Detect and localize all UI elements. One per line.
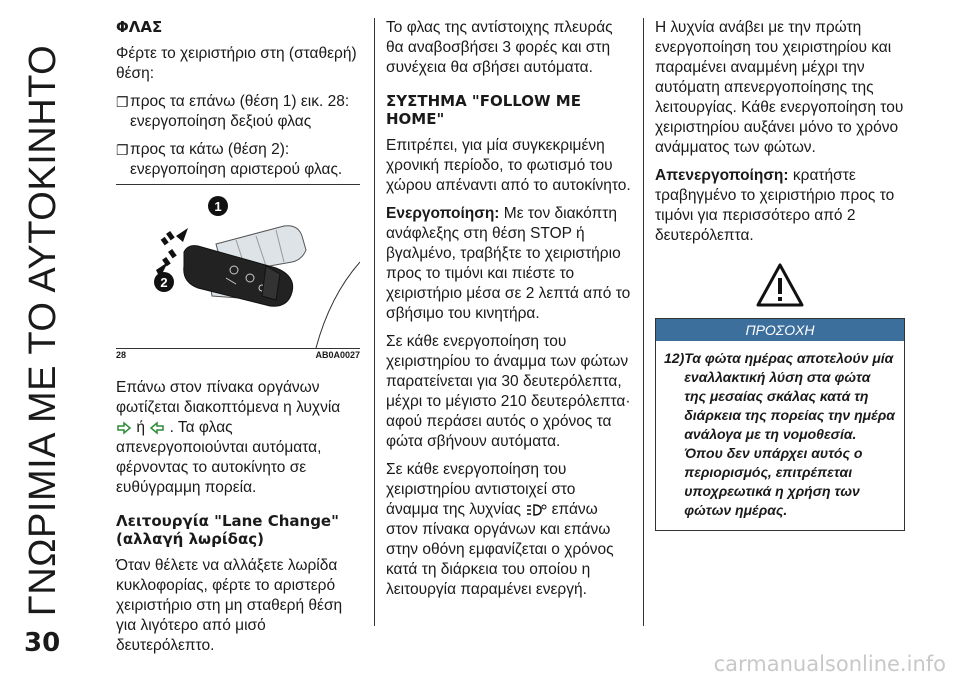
list-item-text: προς τα επάνω (θέση 1) εικ. 28: ενεργοποίηση δεξιού φλας xyxy=(130,93,350,130)
paragraph-text: . Τα φλας απενεργοποιούνται αυτόματα, φέρνοντας το αυτοκίνητο σε ευθύγραμμη πορεία. xyxy=(116,419,322,496)
section-heading-flash: ΦΛΑΣ xyxy=(116,18,163,36)
paragraph-text: Επάνω στον πίνακα οργάνων φωτίζεται διακοπτόμενα η λυχνία xyxy=(116,379,341,416)
paragraph-text: Σε κάθε ενεργοποίηση του χειριστηρίου αντιστοιχεί στο άναμμα της λυχνίας xyxy=(386,461,576,518)
warning-note-number: 12) xyxy=(664,350,685,366)
paragraph: Η λυχνία ανάβει με την πρώτη ενεργοποίηση του χειριστηρίου και παραμένει αναμμένη μέχρι την αυτόματη απενεργοποίησης της λειτουργίας. Κάθε ενεργοποίηση του χειριστηρίου αυξάνει μόνο το χρόνο ανάμματος των φώτων. xyxy=(655,19,904,156)
list-item-text: προς τα κάτω (θέση 2): ενεργοποίηση αριστερού φλας. xyxy=(130,141,343,178)
section-heading-lane-change: Λειτουργία "Lane Change" (αλλαγή λωρίδας) xyxy=(116,512,339,548)
warning-note xyxy=(656,341,904,530)
follow-me-lamp-icon xyxy=(525,503,547,517)
warning-note-text: Τα φώτα ημέρας αποτελούν μία εναλλακτική λύση στα φώτα της μεσαίας σκάλας κατά τη διάρκεια της πορείας την ημέρα ανάλογα με τη νομοθεσία. Όπου δεν υπάρχει αυτός ο περιορισμός, επιτρέπεται υποχρεωτικά η χρήση των φώτων ημέρας. xyxy=(684,350,895,518)
paragraph: Επιτρέπει, για μία συγκεκριμένη χρονική περίοδο, το φωτισμό του χώρου απέναντι από το αυτοκίνητο. xyxy=(386,137,631,194)
figure-top-rule xyxy=(116,184,360,185)
left-turn-signal-icon xyxy=(149,421,165,435)
activation-label: Ενεργοποίηση: xyxy=(386,205,500,222)
paragraph-text: ή xyxy=(136,419,145,436)
column-1 xyxy=(116,18,360,188)
figure-28 xyxy=(116,184,360,364)
deactivation-label: Απενεργοποίηση: xyxy=(655,167,789,184)
paragraph xyxy=(386,204,632,324)
paragraph xyxy=(655,166,905,246)
chapter-sidebar xyxy=(14,20,74,640)
paragraph: Φέρτε το χειριστήριο στη (σταθερή) θέση: xyxy=(116,45,357,82)
warning-box xyxy=(655,318,905,531)
callout-2-label: 2 xyxy=(160,275,168,290)
figure-code: AB0A0027 xyxy=(315,350,360,360)
warning-triangle-icon xyxy=(755,262,805,308)
figure-number: 28 xyxy=(116,350,127,360)
paragraph xyxy=(116,378,360,498)
stalk-illustration xyxy=(116,184,360,348)
paragraph: Όταν θέλετε να αλλάξετε λωρίδα κυκλοφορίας, φέρτε το αριστερό χειριστήριο στη μη σταθερή θέση για λιγότερο από μισό δευτερόλεπτο. xyxy=(116,557,343,654)
warning-header: ΠΡΟΣΟΧΗ xyxy=(656,319,904,341)
column-3 xyxy=(655,18,905,254)
watermark: carmanualsonline.info xyxy=(713,652,946,676)
column-1-continued xyxy=(116,378,360,664)
section-heading-follow-me-home: ΣΥΣΤΗΜΑ "FOLLOW ME HOME" xyxy=(386,92,581,128)
list-item xyxy=(116,92,360,132)
paragraph: Το φλας της αντίστοιχης πλευράς θα αναβοσβήσει 3 φορές και στη συνέχεια θα σβήσει αυτόματα. xyxy=(386,19,613,76)
figure-bottom-rule xyxy=(116,348,360,349)
callout-2 xyxy=(154,272,174,292)
callout-1 xyxy=(208,196,228,216)
paragraph xyxy=(386,460,632,600)
column-divider-2 xyxy=(643,18,644,626)
chapter-title: ΓΝΩΡΙΜΙΑ ΜΕ ΤΟ ΑΥΤΟΚΙΝΗΤΟ xyxy=(22,44,65,616)
warning-block xyxy=(655,262,905,531)
arrow-up-icon xyxy=(161,228,188,245)
paragraph-text: επάνω στον πίνακα οργάνων και επάνω στην οθόνη εμφανίζεται ο χρόνος κατά τη διάρκεια του οποίου η λειτουργία παραμένει ενεργή. xyxy=(386,501,614,598)
column-2 xyxy=(386,18,632,608)
page-number: 30 xyxy=(24,628,61,658)
right-turn-signal-icon xyxy=(116,421,132,435)
bullet-box-icon: ❐ xyxy=(116,142,129,158)
paragraph-text: Με τον διακόπτη ανάφλεξης στη θέση STOP ή βγαλμένο, τραβήξτε το χειριστήριο προς το τιμόνι και πιέστε το χειριστήριο μέσα σε 2 λεπτά από το σβήσιμο του κινητήρα. xyxy=(386,205,631,322)
column-divider-1 xyxy=(374,18,375,626)
list-item xyxy=(116,140,360,180)
bullet-box-icon: ❐ xyxy=(116,94,129,110)
paragraph: Σε κάθε ενεργοποίηση του χειριστηρίου το άναμμα των φώτων παρατείνεται για 30 δευτερόλεπτα, μέχρι το μέγιστο 210 δευτερόλεπτα· αφού περάσει αυτός ο χρόνος τα φώτα σβήνουν αυτόματα. xyxy=(386,333,631,450)
callout-1-label: 1 xyxy=(214,199,222,214)
paragraph-text: κρατήστε τραβηγμένο το χειριστήριο προς το τιμόνι για περισσότερο από 2 δευτερόλεπτα. xyxy=(655,167,895,244)
